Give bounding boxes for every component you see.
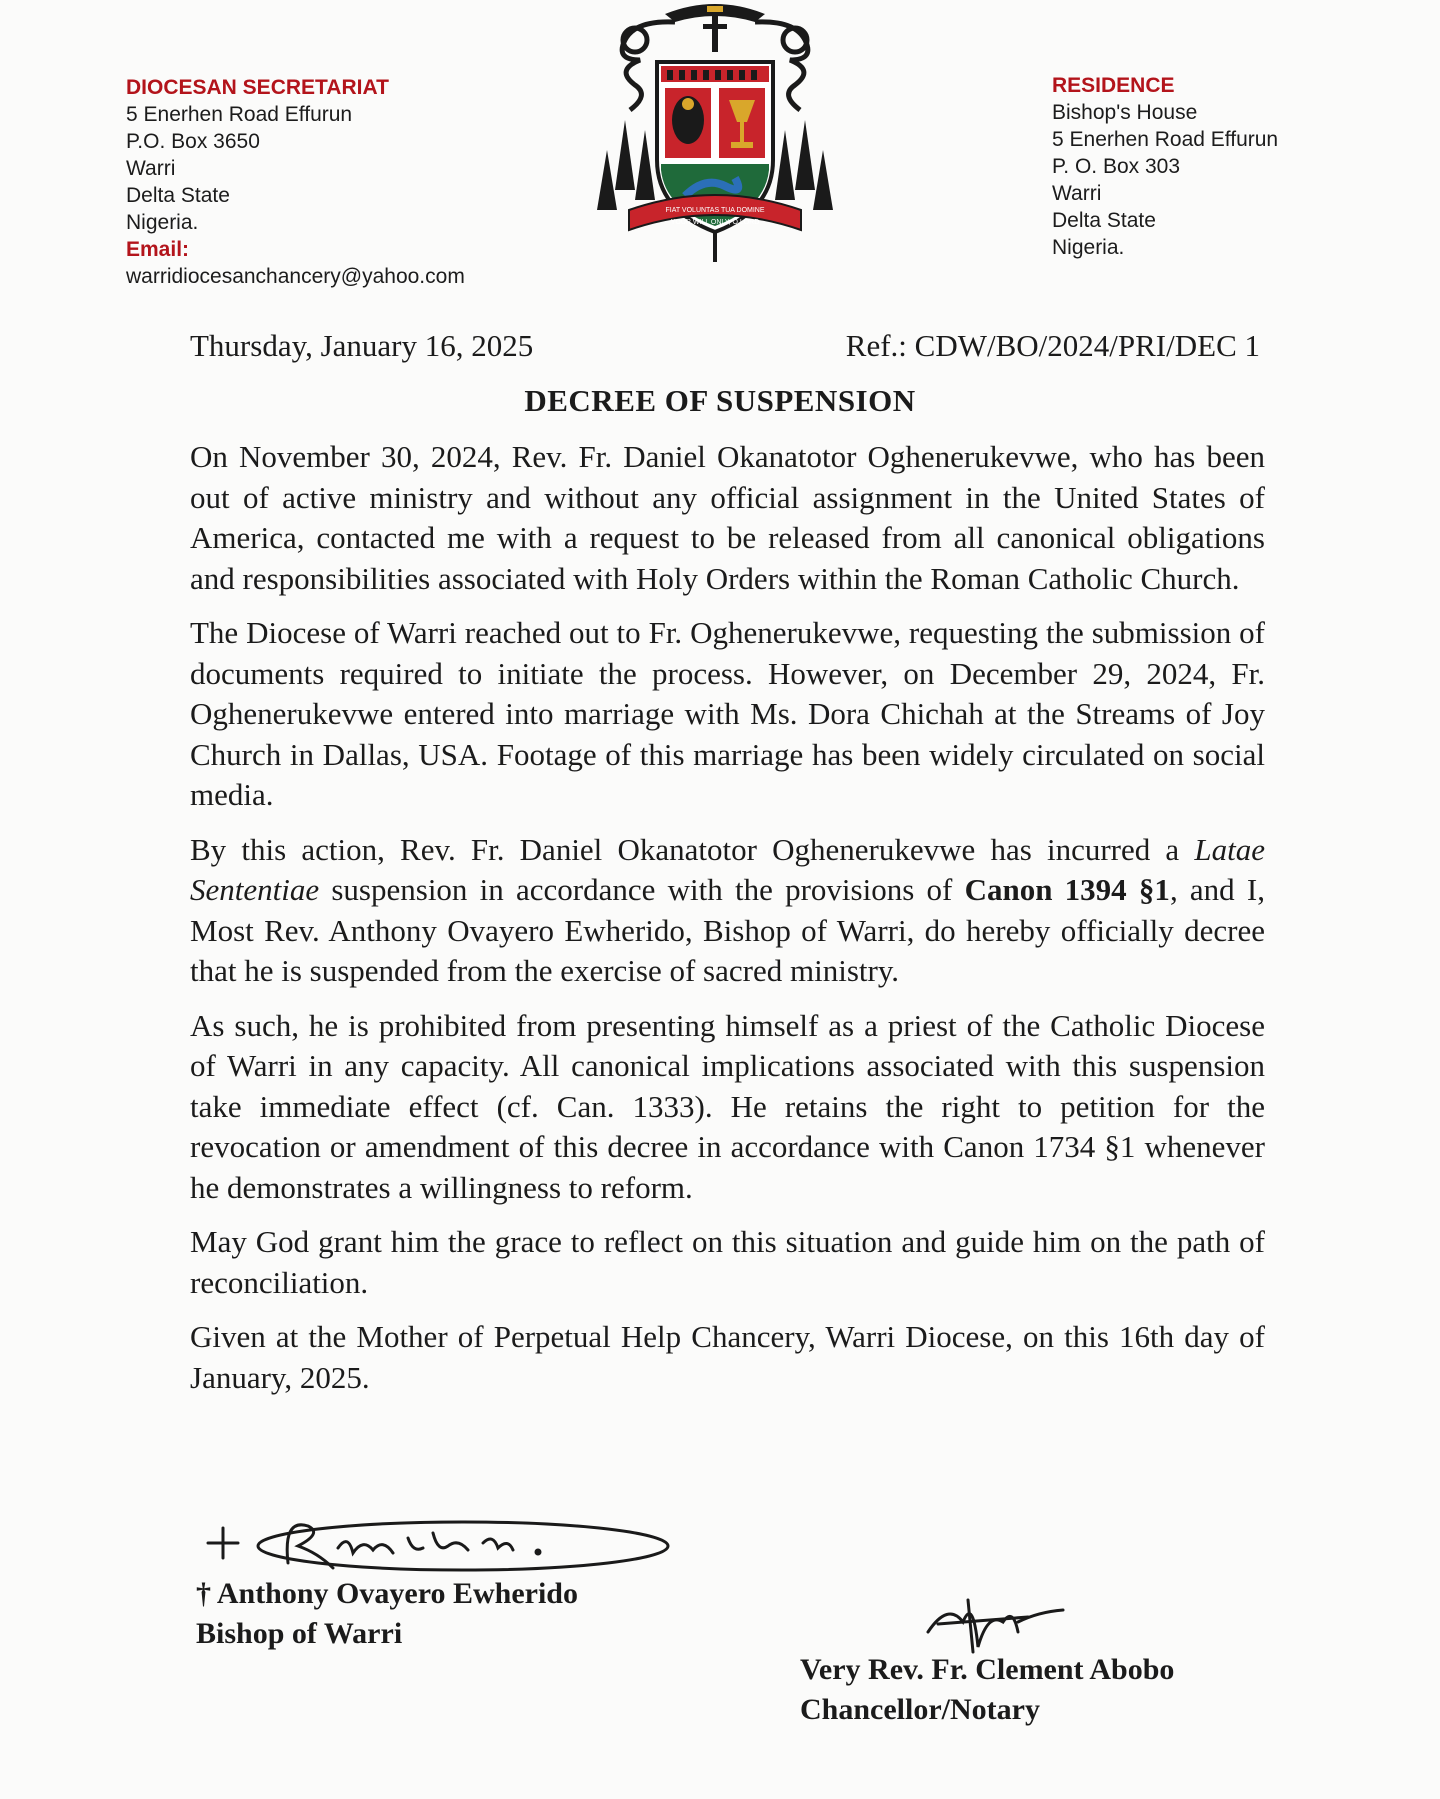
residence-address-line: 5 Enerhen Road Effurun [1052, 128, 1279, 151]
email-address: warridiocesanchancery@yahoo.com [126, 265, 465, 288]
svg-text:YOUR WILL ONLY, O LORD: YOUR WILL ONLY, O LORD [670, 219, 760, 226]
residence-address-line: Delta State [1052, 209, 1156, 232]
secretariat-address-line: Warri [126, 157, 176, 180]
residence-address-line: Bishop's House [1052, 101, 1198, 124]
letterhead-secretariat [126, 74, 546, 290]
paragraph-decree: By this action, Rev. Fr. Daniel Okanatotor Oghenerukevwe has incurred a Latae Sententiae suspension in accordance with the provisions of Canon 1394 §1, and I, Most Rev. Anthony Ovayero Ewherido, Bishop of Warri, do hereby officially decree that he is suspended from the exercise of sacred ministry. [190, 831, 1265, 988]
document-body [190, 437, 1265, 1412]
secretariat-heading: DIOCESAN SECRETARIAT [126, 76, 389, 99]
chancellor-signature-icon [918, 1592, 1068, 1654]
bishop-name: † Anthony Ovayero Ewherido [196, 1577, 578, 1610]
document-reference: Ref.: CDW/BO/2024/PRI/DEC 1 [845, 328, 1260, 363]
secretariat-address-line: 5 Enerhen Road Effurun [126, 103, 353, 126]
chancellor-title: Chancellor/Notary [800, 1693, 1040, 1726]
latin-term: Latae Sententiae [190, 831, 1265, 907]
paragraph-prayer: May God grant him the grace to reflect on this situation and guide him on the path of reconciliation. [190, 1224, 1265, 1300]
coat-of-arms-icon [595, 0, 835, 272]
document-meta [190, 328, 1260, 368]
email-label: Email: [126, 238, 190, 261]
secretariat-address-line: Nigeria. [126, 211, 199, 234]
bishop-title: Bishop of Warri [196, 1617, 403, 1650]
residence-address-line: Warri [1052, 182, 1102, 205]
residence-heading: RESIDENCE [1052, 74, 1175, 97]
bishop-signature-icon [198, 1508, 678, 1578]
bishop-signature-block [196, 1574, 578, 1654]
secretariat-address-line: P.O. Box 3650 [126, 130, 260, 153]
secretariat-address-line: Delta State [126, 184, 230, 207]
canon-reference: Canon 1394 §1 [964, 872, 1170, 907]
residence-address-line: P. O. Box 303 [1052, 155, 1181, 178]
chancellor-signature-block [800, 1650, 1174, 1730]
letterhead-residence [1052, 72, 1412, 261]
paragraph-request: On November 30, 2024, Rev. Fr. Daniel Okanatotor Oghenerukevwe, who has been out of active ministry and without any official assignment in the United States of America, contacted me with a request to be released from all canonical obligations and responsibilities associated with Holy Orders within the Roman Catholic Church. [190, 439, 1265, 596]
paragraph-prohibition: As such, he is prohibited from presenting himself as a priest of the Catholic Diocese of Warri in any capacity. All canonical implications associated with this suspension take immediate effect (cf. Can. 1333). He retains the right to petition for the revocation or amendment of this decree in accordance with Canon 1734 §1 whenever he demonstrates a willingness to reform. [190, 1007, 1265, 1205]
chancellor-name: Very Rev. Fr. Clement Abobo [800, 1653, 1175, 1686]
document-date: Thursday, January 16, 2025 [190, 328, 534, 363]
residence-address-line: Nigeria. [1052, 236, 1125, 259]
paragraph-given-at: Given at the Mother of Perpetual Help Chancery, Warri Diocese, on this 16th day of January, 2025. [190, 1319, 1265, 1395]
svg-text:FIAT VOLUNTAS TUA DOMINE: FIAT VOLUNTAS TUA DOMINE [665, 207, 765, 214]
paragraph-marriage: The Diocese of Warri reached out to Fr. Oghenerukevwe, requesting the submission of documents required to initiate the process. However, on December 29, 2024, Fr. Oghenerukevwe entered into marriage with Ms. Dora Chichah at the Streams of Joy Church in Dallas, USA. Footage of this marriage has been widely circulated on social media. [190, 615, 1265, 812]
document-title: DECREE OF SUSPENSION [524, 383, 916, 418]
